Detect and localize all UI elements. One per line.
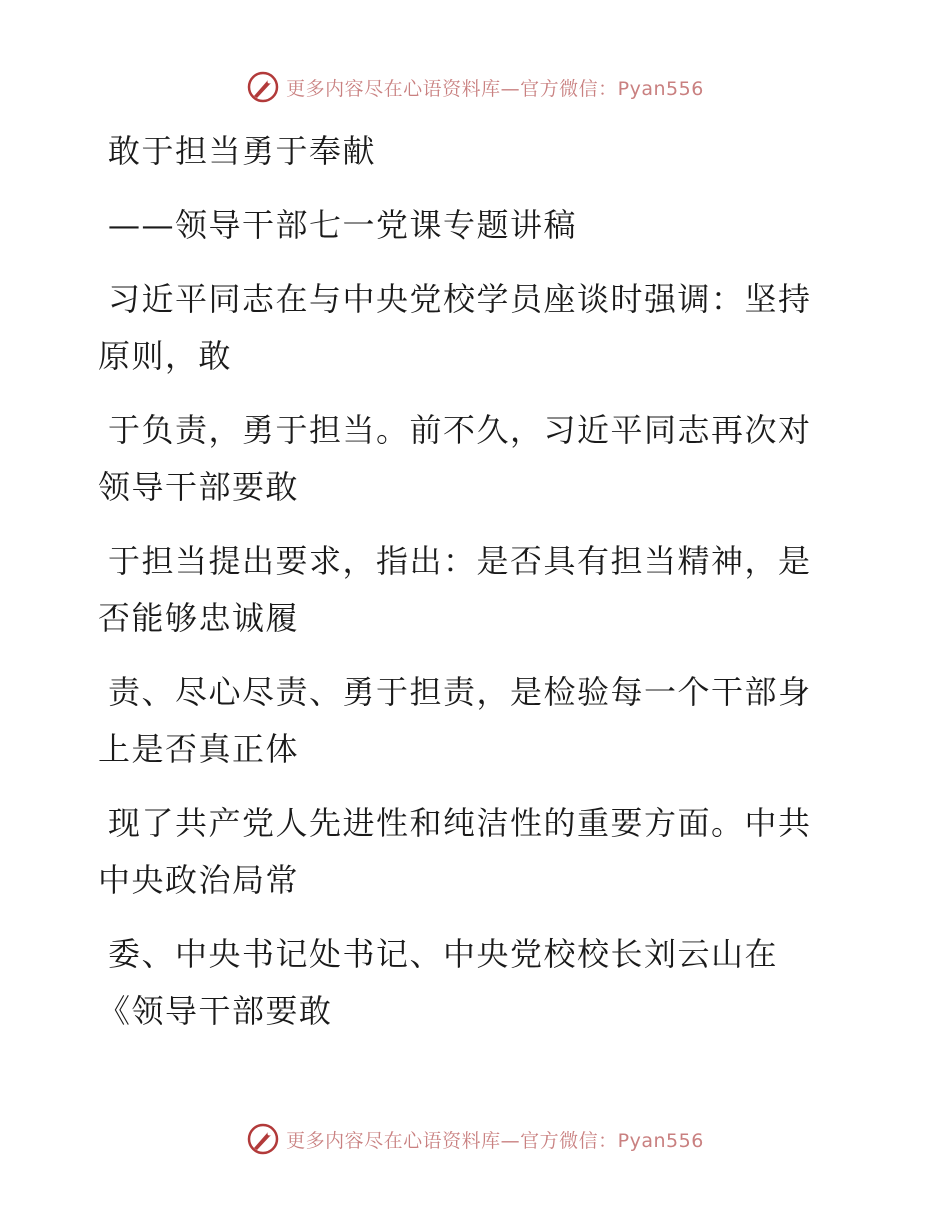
header-watermark bbox=[0, 70, 950, 104]
watermark-text: 更多内容尽在心语资料库—官方微信：Pyan556 bbox=[286, 77, 704, 100]
footer-watermark bbox=[0, 1122, 950, 1156]
document-subtitle: ——领导干部七一党课专题讲稿 bbox=[108, 206, 578, 244]
document-body bbox=[98, 123, 838, 1057]
document-title: 敢于担当勇于奉献 bbox=[108, 132, 377, 170]
watermark-text: 更多内容尽在心语资料库—官方微信：Pyan556 bbox=[286, 1129, 704, 1152]
paragraph: 现了共产党人先进性和纯洁性的重要方面。中共 中央政治局常 bbox=[98, 804, 812, 899]
pen-nib-circle-icon bbox=[246, 1122, 280, 1156]
paragraph: 责、尽心尽责、勇于担责，是检验每一个干部身 上是否真正体 bbox=[98, 673, 812, 768]
paragraph: 于负责，勇于担当。前不久，习近平同志再次对 领导干部要敢 bbox=[98, 411, 812, 506]
paragraph: 习近平同志在与中央党校学员座谈时强调：坚持 原则，敢 bbox=[98, 280, 812, 375]
paragraph: 委、中央书记处书记、中央党校校长刘云山在 《领导干部要敢 bbox=[98, 935, 779, 1030]
paragraph: 于担当提出要求，指出：是否具有担当精神，是 否能够忠诚履 bbox=[98, 542, 812, 637]
pen-nib-circle-icon bbox=[246, 70, 280, 104]
